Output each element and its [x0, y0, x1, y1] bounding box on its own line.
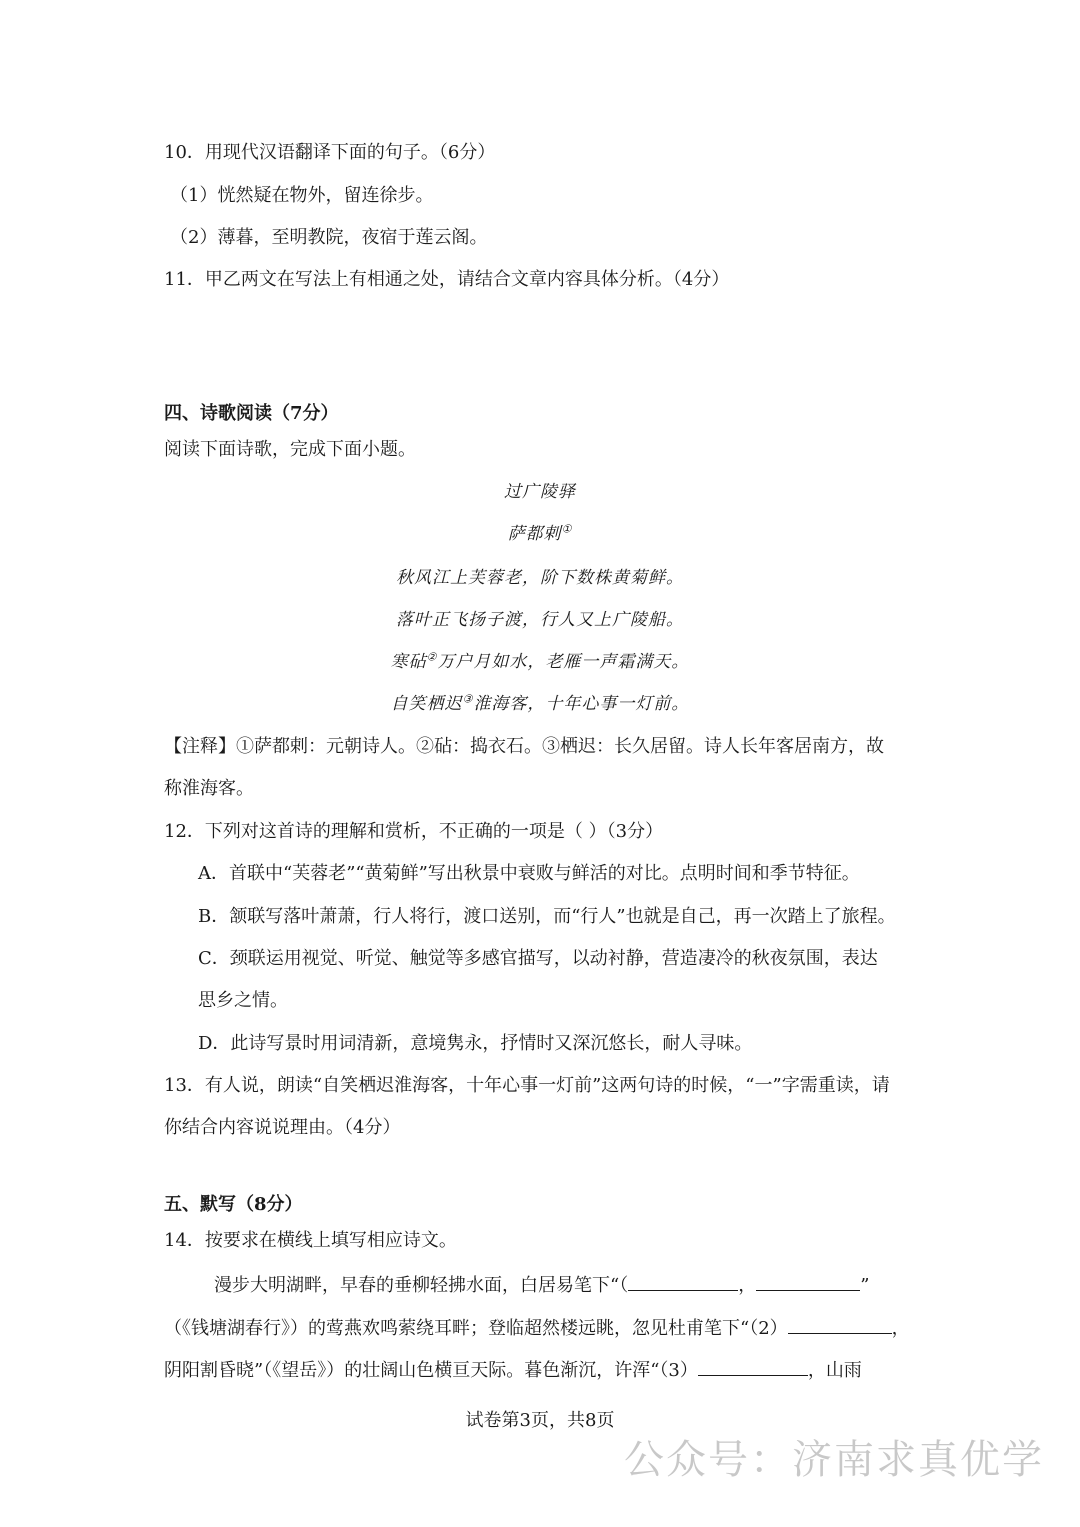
answer-blank-1a[interactable]: [628, 1272, 738, 1291]
poem-line-4: [0, 692, 1080, 716]
section-4-instruction: 阅读下面诗歌，完成下面小题。: [164, 439, 416, 460]
section-4-heading: 四、诗歌阅读（7分）: [164, 403, 339, 424]
poem-line-4-note-mark: ③: [462, 692, 474, 706]
question-14-text-3a: 阴阳割昏晓”（《望岳》）的壮阔山色横亘天际。暮色渐沉，许浑“（3）: [164, 1360, 698, 1381]
question-12-option-a: A．首联中“芙蓉老”“黄菊鲜”写出秋景中衰败与鲜活的对比。点明时间和季节特征。: [198, 863, 860, 884]
poem-line-3-pre: 寒砧: [390, 652, 427, 672]
poem-line-2: 落叶正飞扬子渡，行人又上广陵船。: [396, 610, 684, 630]
poem-line-1: 秋风江上芙蓉老，阶下数株黄菊鲜。: [396, 568, 684, 588]
annotation-line-1: 【注释】①萨都剌：元朝诗人。②砧：捣衣石。③栖迟：长久居留。诗人长年客居南方，故: [164, 736, 884, 757]
poem-line-3: [0, 650, 1080, 674]
question-14-para-line-1: [214, 1272, 869, 1298]
question-12-option-c-cont: 思乡之情。: [198, 990, 288, 1011]
section-5-heading: 五、默写（8分）: [164, 1194, 303, 1215]
page-footer: 试卷第3页，共8页: [465, 1410, 615, 1431]
watermark-text: 公众号：济南求真优学: [624, 1437, 1044, 1483]
poem-title: 过广陵驿: [504, 482, 576, 502]
question-14-stem: 14．按要求在横线上填写相应诗文。: [164, 1230, 457, 1251]
answer-blank-1b[interactable]: [756, 1272, 860, 1291]
poem-author-line: [0, 522, 1080, 546]
question-14-text-3b: ，山雨: [807, 1360, 862, 1381]
poem-line-3-post: 万户月如水，老雁一声霜满天。: [437, 652, 690, 672]
question-12-option-d: D．此诗写景时用词清新，意境隽永，抒情时又深沉悠长，耐人寻味。: [198, 1033, 753, 1054]
poem-line-4-pre: 自笑栖迟: [390, 694, 463, 714]
poem-author: 萨都剌: [507, 524, 562, 544]
question-14-text-2a: （《钱塘湖春行》）的莺燕欢鸣萦绕耳畔；登临超然楼远眺，忽见杜甫笔下“（2）: [164, 1318, 788, 1339]
answer-blank-3[interactable]: [698, 1357, 808, 1376]
question-13-line-2: 你结合内容说说理由。（4分）: [164, 1117, 401, 1138]
question-13-line-1: 13．有人说，朗读“自笑栖迟淮海客，十年心事一灯前”这两句诗的时候，“一”字需重读，请: [164, 1075, 890, 1096]
poem-author-note-mark: ①: [561, 522, 573, 536]
question-14-para-line-2: [164, 1315, 910, 1341]
annotation-line-2: 称淮海客。: [164, 778, 254, 799]
question-12-option-b: B．颔联写落叶萧萧，行人将行，渡口送别，而“行人”也就是自己，再一次踏上了旅程。: [198, 906, 896, 927]
question-10-item-2: （2）薄暮，至明教院，夜宿于莲云阁。: [170, 227, 488, 248]
poem-line-3-note-mark: ②: [426, 650, 438, 664]
question-14-text-1b: ，: [738, 1275, 757, 1296]
question-11-stem: 11．甲乙两文在写法上有相通之处，请结合文章内容具体分析。（4分）: [164, 269, 730, 290]
question-14-para-line-3: [164, 1357, 862, 1383]
question-14-text-1a: 漫步大明湖畔，早春的垂柳轻拂水面，白居易笔下“（: [214, 1275, 629, 1296]
question-10-item-1: （1）恍然疑在物外，留连徐步。: [170, 185, 434, 206]
poem-line-4-post: 淮海客，十年心事一灯前。: [473, 694, 690, 714]
question-14-text-1c: ”: [860, 1275, 870, 1296]
question-12-option-c: C．颈联运用视觉、听觉、触觉等多感官描写，以动衬静，营造凄冷的秋夜氛围，表达: [198, 948, 878, 969]
question-10-stem: 10．用现代汉语翻译下面的句子。（6分）: [164, 142, 496, 163]
question-12-stem: 12．下列对这首诗的理解和赏析，不正确的一项是（ ）（3分）: [164, 821, 664, 842]
question-14-text-2b: ，: [891, 1318, 910, 1339]
answer-blank-2[interactable]: [788, 1315, 892, 1334]
